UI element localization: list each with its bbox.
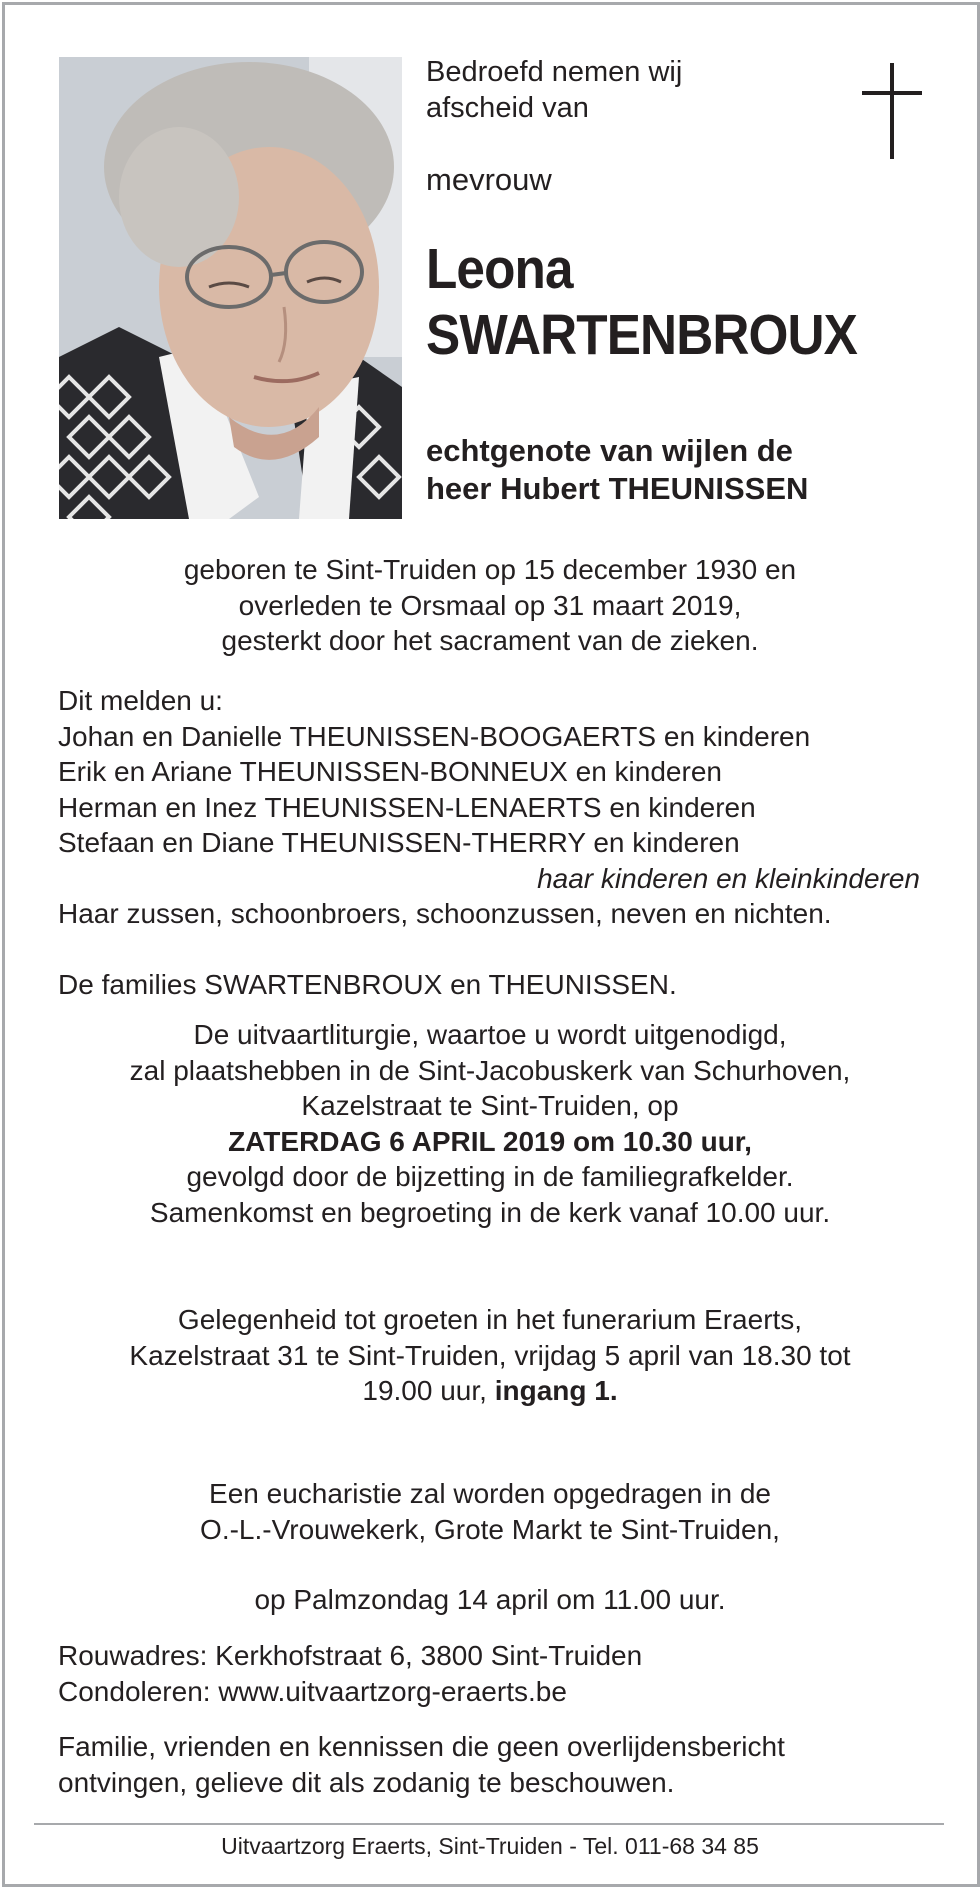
first-name: Leona	[426, 237, 573, 301]
eucharist-text	[40, 1476, 940, 1618]
visitation-line: Kazelstraat 31 te Sint-Truiden, vrijdag 5 april van 18.30 tot	[129, 1339, 851, 1371]
family-member: Erik en Ariane THEUNISSEN-BONNEUX en kinderen	[58, 756, 722, 787]
closing-note	[58, 1729, 958, 1800]
birth-death-text	[40, 552, 940, 659]
relatives-line: Haar zussen, schoonbroers, schoonzussen, neven en nichten.	[58, 898, 832, 929]
funeral-date: ZATERDAG 6 APRIL 2019 om 10.30 uur,	[228, 1125, 752, 1157]
spouse-line: heer Hubert THEUNISSEN	[426, 471, 809, 506]
funeral-line: Kazelstraat te Sint-Truiden, op	[301, 1090, 679, 1121]
intro-text	[426, 54, 726, 126]
eucharist-line: Een eucharistie zal worden opgedragen in de	[209, 1478, 771, 1509]
family-lead: Dit melden u:	[58, 685, 223, 716]
funeral-line: De uitvaartliturgie, waartoe u wordt uitgenodigd,	[193, 1019, 787, 1050]
family-member: Herman en Inez THEUNISSEN-LENAERTS en kinderen	[58, 791, 756, 823]
contact-info	[58, 1638, 958, 1709]
visitation-text	[40, 1302, 940, 1409]
birth-line: gesterkt door het sacrament van de zieken.	[221, 625, 759, 656]
intro-line: afscheid van	[426, 92, 589, 124]
spouse-text	[426, 432, 808, 508]
portrait-photo	[59, 57, 402, 519]
eucharist-date: op Palmzondag 14 april om 11.00 uur.	[254, 1584, 726, 1615]
last-name: SWARTENBROUX	[426, 303, 857, 367]
family-list	[58, 683, 920, 1002]
birth-line: overleden te Orsmaal op 31 maart 2019,	[238, 589, 742, 621]
closing-line: ontvingen, gelieve dit als zodanig te beschouwen.	[58, 1766, 675, 1798]
visitation-time: 19.00 uur,	[362, 1375, 487, 1406]
funeral-line: gevolgd door de bijzetting in de familiegrafkelder.	[186, 1161, 794, 1192]
footer-text: Uitvaartzorg Eraerts, Sint-Truiden - Tel. 011-68 34 85	[221, 1833, 759, 1859]
footer-divider	[34, 1823, 944, 1825]
cross-icon	[862, 63, 922, 159]
condolence-website: Condoleren: www.uitvaartzorg-eraerts.be	[58, 1675, 567, 1707]
families-line: De families SWARTENBROUX en THEUNISSEN.	[58, 968, 677, 1000]
spouse-line: echtgenote van wijlen de	[426, 433, 793, 468]
children-caption: haar kinderen en kleinkinderen	[537, 862, 920, 894]
entrance-label: ingang 1.	[494, 1375, 618, 1406]
funeral-line: zal plaatshebben in de Sint-Jacobuskerk van Schurhoven,	[129, 1054, 851, 1086]
intro-line: Bedroefd nemen wij	[426, 56, 683, 88]
deceased-name	[426, 236, 857, 368]
visitation-line-last	[40, 1373, 940, 1409]
family-member: Stefaan en Diane THEUNISSEN-THERRY en kinderen	[58, 827, 740, 858]
closing-line: Familie, vrienden en kennissen die geen overlijdensbericht	[58, 1731, 785, 1762]
title-prefix: mevrouw	[426, 162, 552, 197]
mourning-address: Rouwadres: Kerkhofstraat 6, 3800 Sint-Truiden	[58, 1640, 643, 1671]
visitation-line: Gelegenheid tot groeten in het funerarium Eraerts,	[177, 1304, 803, 1335]
family-member: Johan en Danielle THEUNISSEN-BOOGAERTS en kinderen	[58, 720, 811, 752]
funeral-text	[40, 1017, 940, 1230]
eucharist-line: O.-L.-Vrouwekerk, Grote Markt te Sint-Truiden,	[200, 1513, 780, 1545]
birth-line: geboren te Sint-Truiden op 15 december 1930 en	[183, 554, 797, 585]
funeral-line: Samenkomst en begroeting in de kerk vanaf 10.00 uur.	[149, 1196, 831, 1228]
